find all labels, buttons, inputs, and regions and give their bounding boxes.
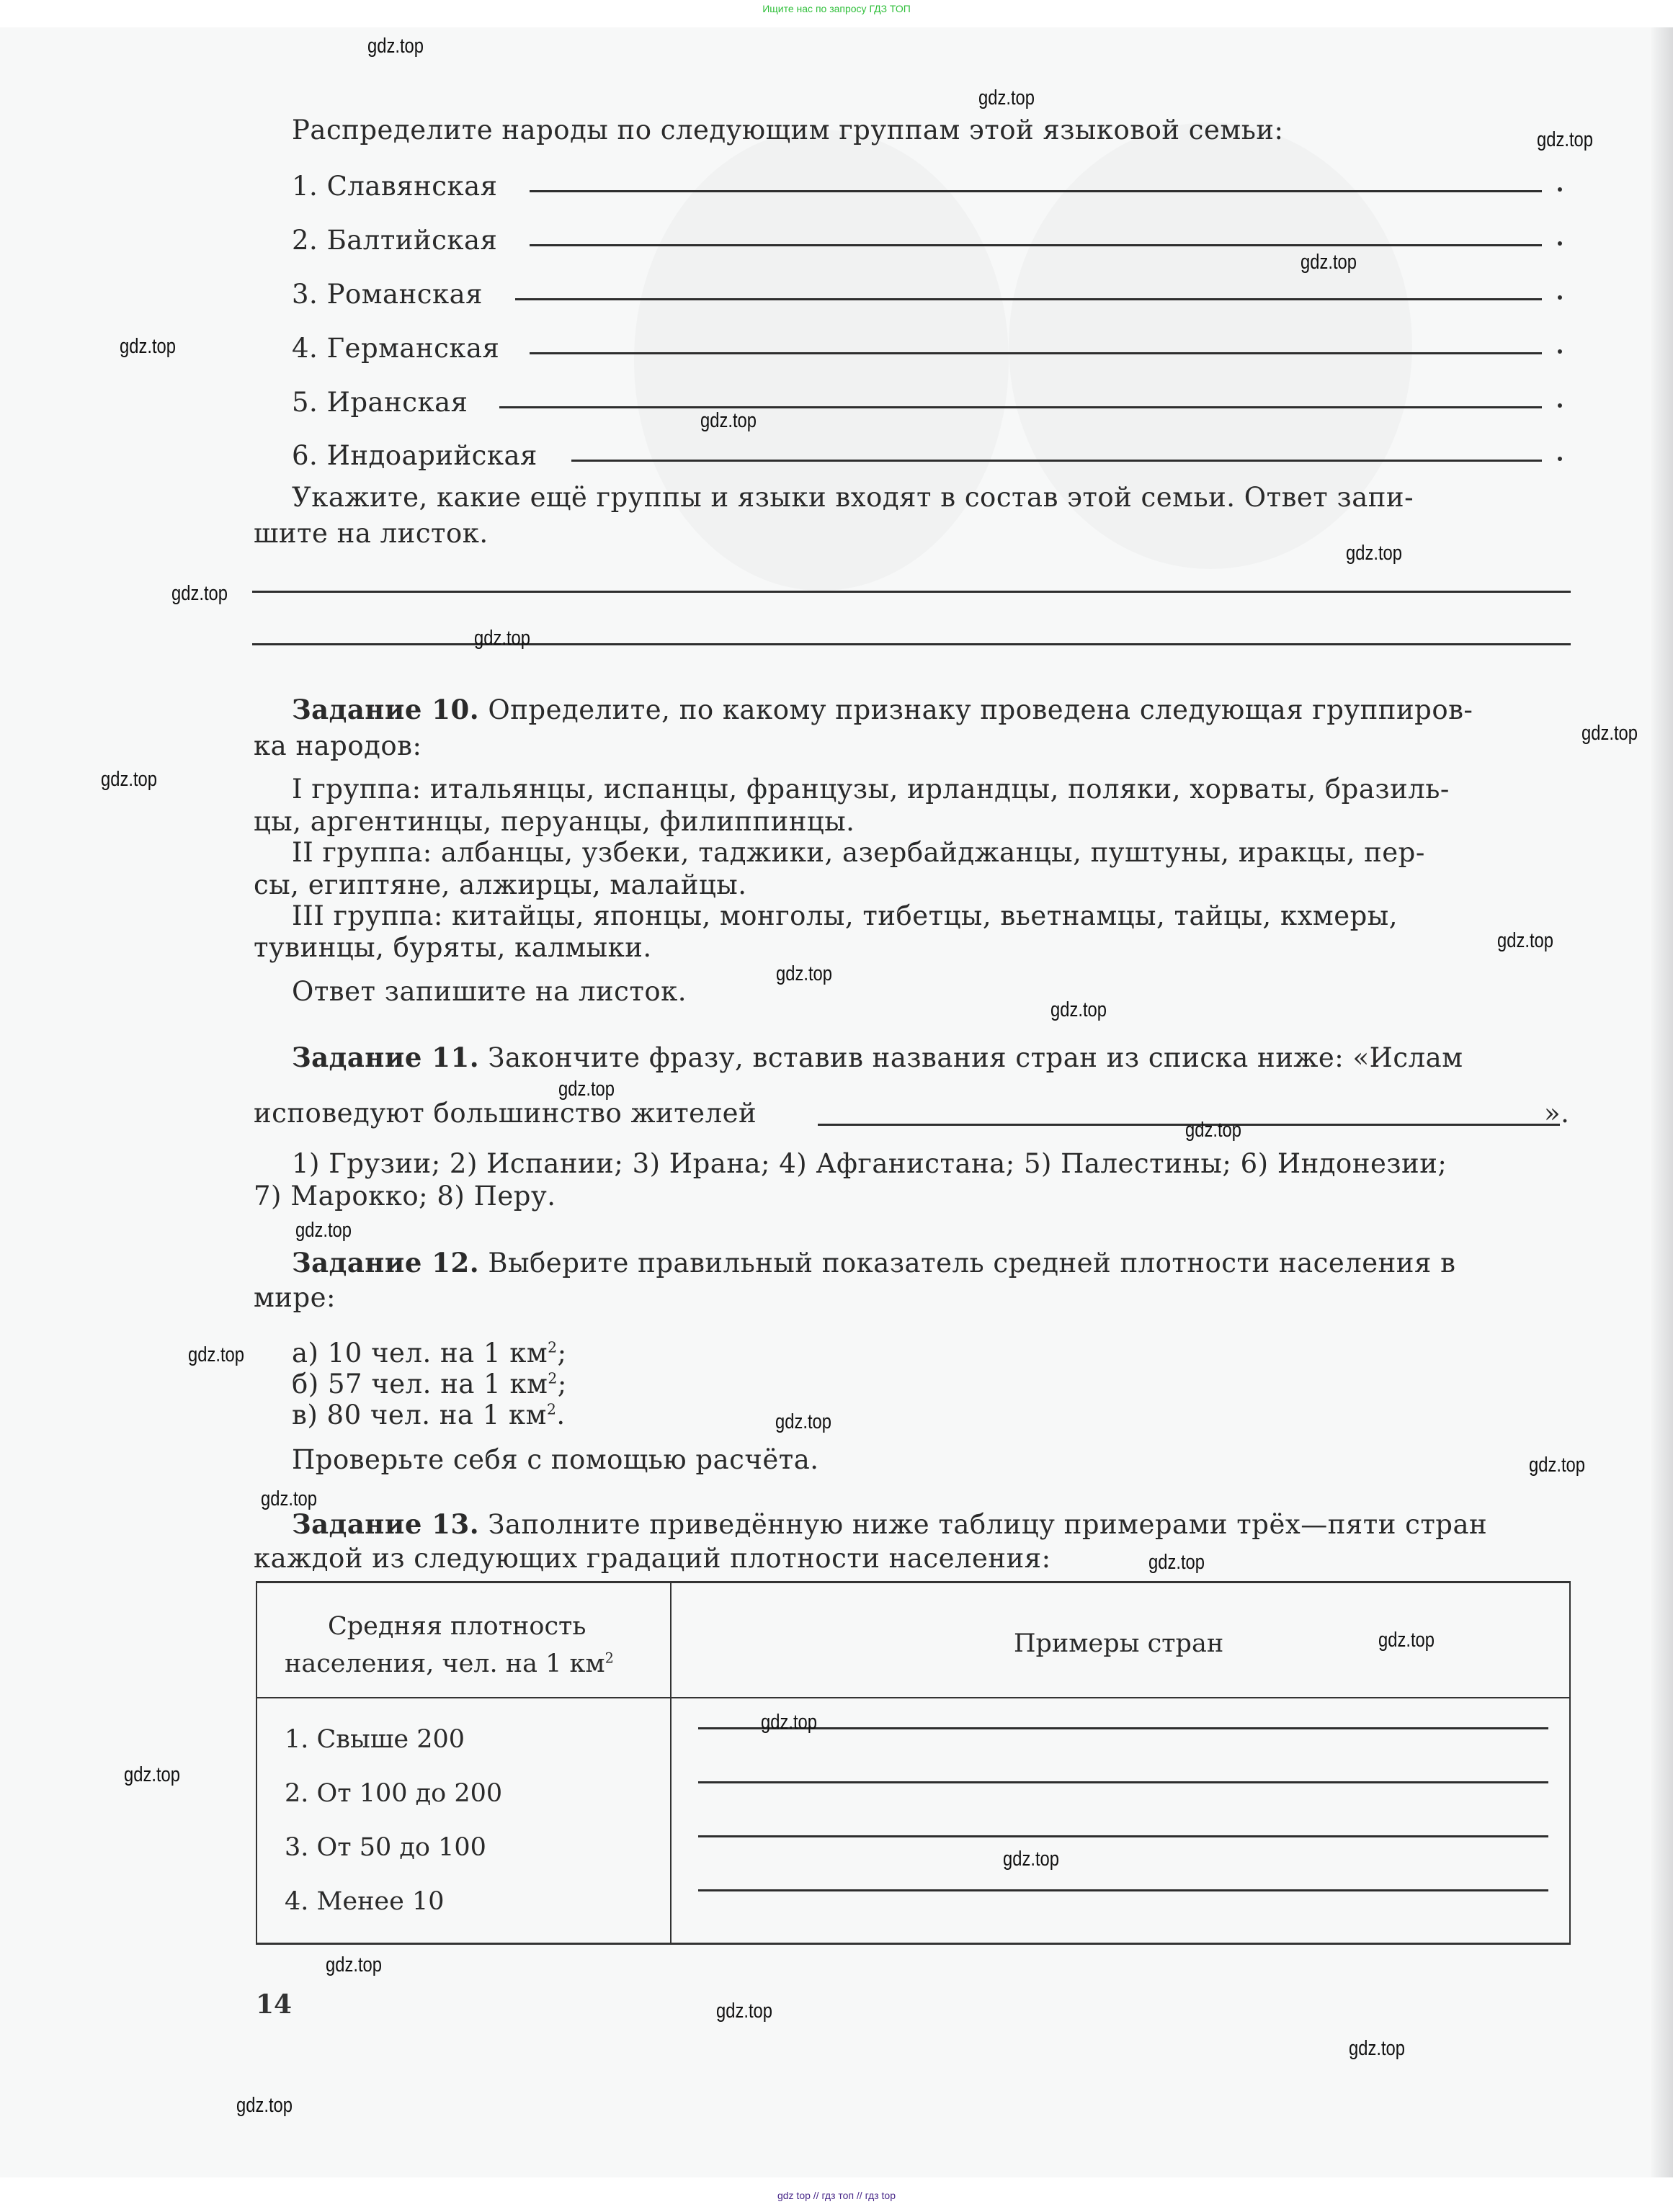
group-label-slavic: 1. Славянская <box>292 171 498 202</box>
watermark: gdz.top <box>716 2000 773 2023</box>
table-header-divider <box>257 1697 1569 1698</box>
answer-line-slavic[interactable] <box>530 190 1542 192</box>
task-13-title: Задание 13. <box>292 1508 480 1540</box>
group-1-line2: цы, аргентинцы, перуанцы, филиппинцы. <box>254 806 855 837</box>
watermark: gdz.top <box>101 768 158 791</box>
group-2-line2: сы, египтяне, алжирцы, малайцы. <box>254 869 747 900</box>
page-edge-shadow <box>1651 27 1673 2177</box>
page-number: 14 <box>256 1989 293 2020</box>
period-mark <box>1558 241 1562 246</box>
watermark: gdz.top <box>295 1219 352 1242</box>
watermark: gdz.top <box>1050 998 1107 1021</box>
watermark: gdz.top <box>775 1410 832 1433</box>
density-option-a[interactable]: а) 10 чел. на 1 $км^2$; <box>292 1338 567 1369</box>
table-row-label: 2. От 100 до 200 <box>285 1779 503 1808</box>
examples-line-row-4[interactable] <box>698 1889 1548 1891</box>
background-bleed-shape <box>634 130 1009 591</box>
watermark: gdz.top <box>1349 2037 1406 2060</box>
table-column-divider <box>670 1583 672 1943</box>
task-12-check-note: Проверьте себя с помощью расчёта. <box>292 1444 819 1475</box>
group-2-line1: II группа: албанцы, узбеки, таджики, азербайджанцы, пуштуны, иракцы, пер- <box>292 837 1425 868</box>
watermark: gdz.top <box>1185 1119 1242 1142</box>
table-row-label: 1. Свыше 200 <box>285 1725 465 1754</box>
task-11-options-line1: 1) Грузии; 2) Испании; 3) Ирана; 4) Афганистана; 5) Палестины; 6) Индонезии; <box>292 1148 1447 1179</box>
density-table <box>256 1581 1571 1945</box>
answer-line-baltic[interactable] <box>530 244 1542 246</box>
period-mark <box>1558 457 1562 461</box>
density-option-c[interactable]: в) 80 чел. на 1 $км^2$. <box>292 1400 566 1430</box>
watermark: gdz.top <box>171 582 228 605</box>
watermark: gdz.top <box>558 1078 615 1101</box>
col1-header-line1: Средняя плотность <box>328 1612 586 1641</box>
examples-line-row-3[interactable] <box>698 1835 1548 1837</box>
watermark: gdz.top <box>120 335 177 358</box>
col1-header-line2: населения, чел. на 1 $км^2$ <box>285 1649 614 1678</box>
task-10-line1 <box>292 694 1473 725</box>
watermark: gdz.top <box>188 1343 245 1366</box>
period-mark <box>1558 349 1562 354</box>
task-12-line2: мире: <box>254 1282 336 1313</box>
period-mark <box>1558 295 1562 300</box>
footer-banner: gdz top // гдз топ // гдз top <box>777 2190 896 2201</box>
task-11-end: ». <box>1544 1098 1570 1129</box>
task-10-text: Определите, по какому признаку проведена следующая группиров- <box>488 694 1473 725</box>
group-label-iranian: 5. Иранская <box>292 387 468 418</box>
period-mark <box>1558 403 1562 408</box>
watermark: gdz.top <box>1529 1454 1586 1477</box>
task-12-line1 <box>292 1247 1456 1279</box>
answer-line-extra-1[interactable] <box>252 591 1571 593</box>
group-3-line2: тувинцы, буряты, калмыки. <box>254 932 652 963</box>
answer-line-germanic[interactable] <box>530 352 1542 354</box>
watermark: gdz.top <box>124 1763 181 1786</box>
answer-line-extra-2[interactable] <box>252 643 1571 645</box>
watermark: gdz.top <box>261 1487 318 1510</box>
followup-text-line1: Укажите, какие ещё группы и языки входят в состав этой семьи. Ответ запи- <box>292 482 1414 513</box>
watermark: gdz.top <box>700 409 757 432</box>
group-label-indo-aryan: 6. Индоарийская <box>292 440 537 471</box>
task-12-title: Задание 12. <box>292 1247 480 1279</box>
watermark: gdz.top <box>236 2094 293 2117</box>
examples-line-row-1[interactable] <box>698 1727 1548 1729</box>
watermark: gdz.top <box>474 627 531 650</box>
task-13-text: Заполните приведённую ниже таблицу примерами трёх—пяти стран <box>488 1509 1488 1540</box>
task-11-options-line2: 7) Марокко; 8) Перу. <box>254 1181 556 1212</box>
group-label-germanic: 4. Германская <box>292 333 500 364</box>
watermark: gdz.top <box>1148 1551 1205 1574</box>
period-mark <box>1558 187 1562 192</box>
answer-line-romance[interactable] <box>515 298 1542 300</box>
watermark: gdz.top <box>367 35 424 58</box>
watermark: gdz.top <box>326 1953 383 1976</box>
task-10-line2: ка народов: <box>254 730 422 761</box>
task-10-title: Задание 10. <box>292 694 480 725</box>
watermark: gdz.top <box>1581 722 1638 745</box>
task-11-line1 <box>292 1044 1463 1071</box>
watermark: gdz.top <box>1301 251 1357 274</box>
group-1-line1: I группа: итальянцы, испанцы, французы, ирландцы, поляки, хорваты, бразиль- <box>292 774 1450 805</box>
col2-header: Примеры стран <box>1014 1629 1224 1658</box>
watermark: gdz.top <box>1346 542 1403 565</box>
top-banner: Ищите нас по запросу ГДЗ ТОП <box>762 3 911 14</box>
watermark: gdz.top <box>1003 1848 1060 1871</box>
followup-text-line2: шите на листок. <box>254 518 488 549</box>
instruction-distribute: Распределите народы по следующим группам этой языковой семьи: <box>292 115 1284 145</box>
density-option-b[interactable]: б) 57 чел. на 1 $км^2$; <box>292 1369 567 1400</box>
answer-line-indo-aryan[interactable] <box>571 460 1542 462</box>
group-label-baltic: 2. Балтийская <box>292 225 498 256</box>
group-3-line1: III группа: китайцы, японцы, монголы, тибетцы, вьетнамцы, тайцы, кхмеры, <box>292 900 1398 931</box>
watermark: gdz.top <box>978 86 1035 109</box>
task-13-line1 <box>292 1508 1488 1540</box>
task-10-answer-note: Ответ запишите на листок. <box>292 976 687 1007</box>
task-11-text: Закончите фразу, вставив названия стран из списка ниже: «Ислам <box>488 1042 1463 1073</box>
task-13-line2: каждой из следующих градаций плотности населения: <box>254 1543 1051 1574</box>
table-row-label: 4. Менее 10 <box>285 1887 445 1916</box>
watermark: gdz.top <box>1537 128 1594 151</box>
table-row-label: 3. От 50 до 100 <box>285 1833 486 1862</box>
group-label-romance: 3. Романская <box>292 279 483 310</box>
task-11-title: Задание 11. <box>292 1042 480 1073</box>
watermark: gdz.top <box>1378 1629 1435 1652</box>
task-12-text: Выберите правильный показатель средней плотности населения в <box>488 1248 1456 1279</box>
watermark: gdz.top <box>776 962 833 985</box>
watermark: gdz.top <box>1497 929 1554 952</box>
answer-line-iranian[interactable] <box>499 406 1542 408</box>
examples-line-row-2[interactable] <box>698 1781 1548 1783</box>
task-11-line2: исповедуют большинство жителей <box>254 1098 757 1129</box>
watermark: gdz.top <box>761 1711 818 1734</box>
